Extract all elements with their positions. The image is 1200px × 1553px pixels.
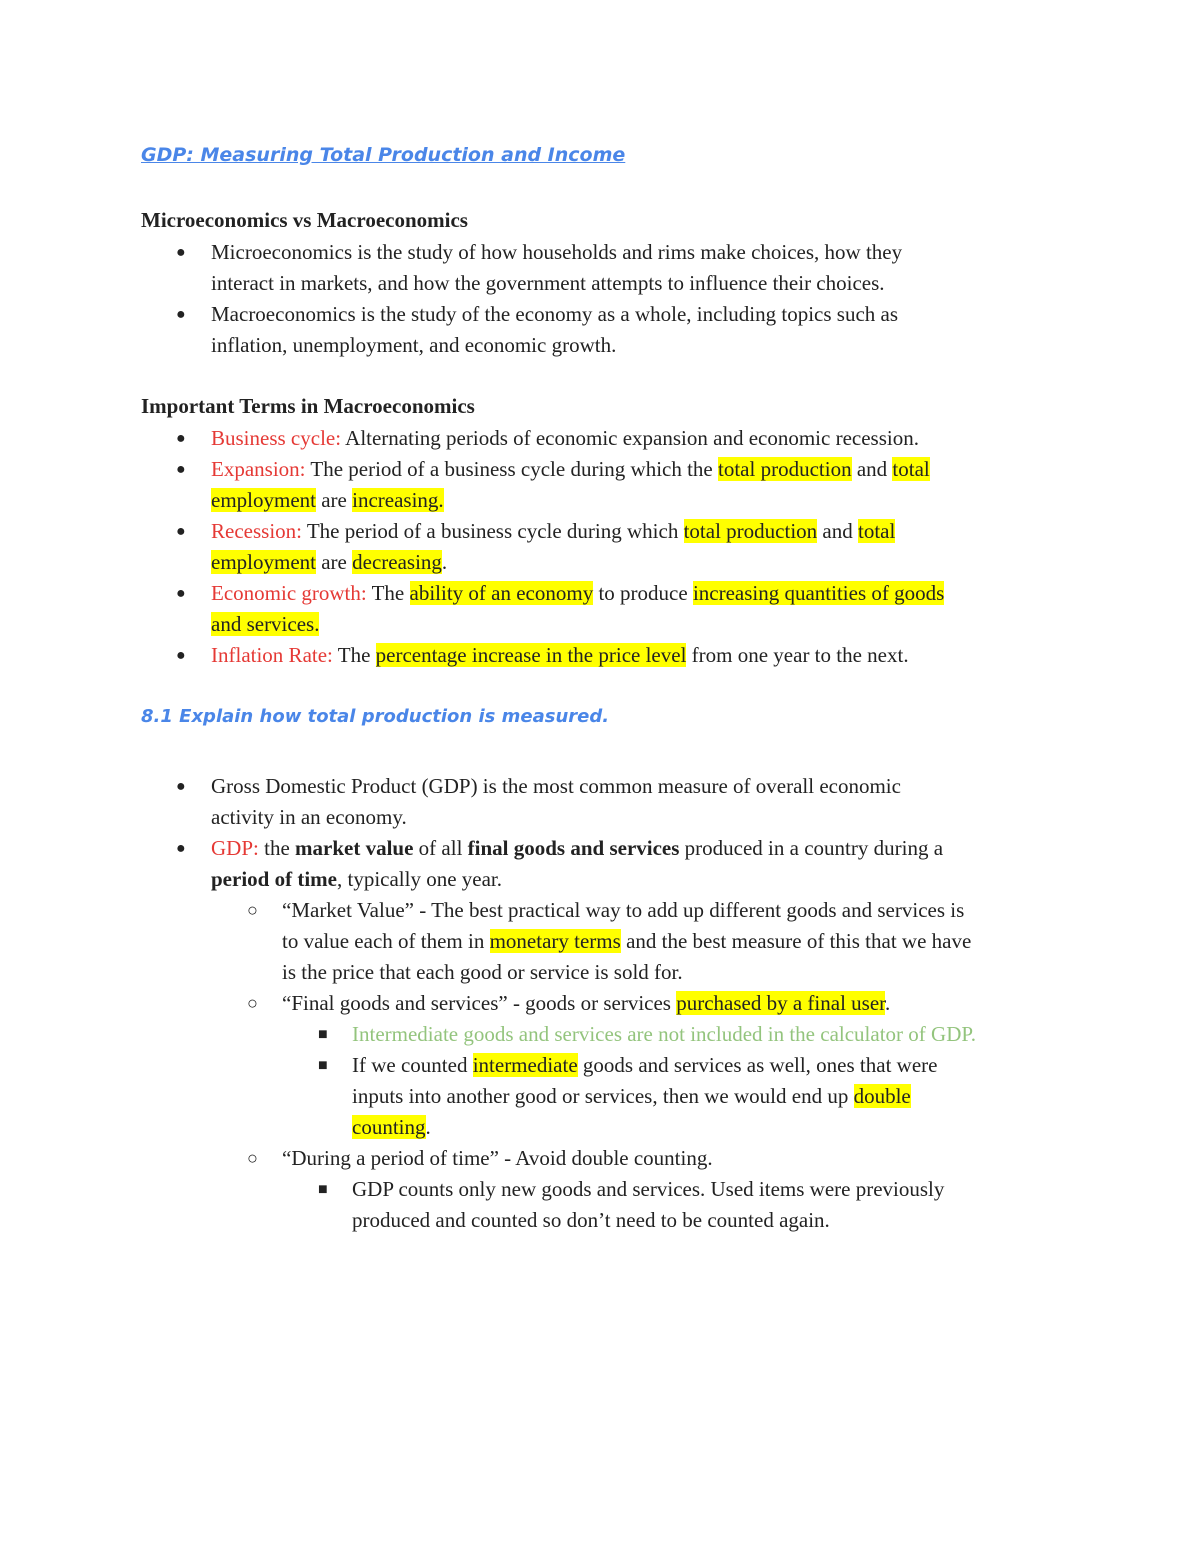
text-run: , typically one year.	[336, 867, 503, 891]
text-run: If we counted	[352, 1053, 473, 1077]
bold-text: market value	[295, 836, 414, 860]
term-recession-cont	[211, 547, 447, 578]
term-label: GDP:	[211, 836, 259, 860]
text-run: from one year to the next.	[686, 643, 909, 667]
square-bullet-icon: ■	[318, 1181, 328, 1198]
term-inflation-rate	[211, 640, 909, 671]
bold-text: final goods and services	[467, 836, 680, 860]
hollow-bullet-icon: ○	[247, 900, 258, 920]
list-item-line: activity in an economy.	[211, 805, 407, 829]
bullet-icon: ●	[176, 647, 186, 664]
highlight: total	[892, 457, 930, 481]
highlight: employment	[211, 488, 316, 512]
period-item: “During a period of time” - Avoid double counting.	[282, 1146, 713, 1170]
text-run: .	[441, 550, 448, 574]
list-item-line: interact in markets, and how the government attempts to influence their choices.	[211, 271, 885, 295]
document-title: GDP: Measuring Total Production and Income	[141, 144, 626, 166]
square-bullet-icon: ■	[318, 1057, 328, 1074]
hollow-bullet-icon: ○	[247, 1148, 258, 1168]
list-item-line: Macroeconomics is the study of the economy as a whole, including topics such as	[211, 302, 899, 326]
final-goods-item	[282, 988, 890, 1019]
highlight: total	[857, 519, 896, 543]
term-label: Recession:	[211, 519, 302, 543]
intermediate-count-cont2	[352, 1112, 431, 1143]
text-run: The period of a business cycle during which	[301, 519, 684, 543]
list-item-line: inflation, unemployment, and economic growth.	[211, 333, 617, 357]
bullet-icon: ●	[176, 523, 186, 540]
term-label: Expansion:	[211, 457, 306, 481]
list-item-line: Microeconomics is the study of how households and rims make choices, how they	[211, 240, 903, 264]
list-item-line: produced and counted so don’t need to be counted again.	[352, 1208, 830, 1232]
list-item-line: GDP counts only new goods and services. Used items were previously	[352, 1177, 945, 1201]
term-label: Business cycle:	[211, 426, 342, 450]
highlight: increasing.	[352, 488, 444, 512]
highlight: increasing quantities of goods	[692, 581, 945, 605]
highlight: ability of an economy	[409, 581, 594, 605]
gdp-definition-cont	[211, 864, 502, 895]
section-heading-important-terms: Important Terms in Macroeconomics	[141, 394, 475, 418]
highlight: and services.	[211, 612, 320, 636]
text-run: The period of a business cycle during which the	[305, 457, 719, 481]
term-expansion-cont	[211, 485, 444, 516]
text-run: the	[258, 836, 296, 860]
bold-text: period of time	[211, 867, 337, 891]
term-recession	[211, 516, 895, 547]
term-economic-growth	[211, 578, 944, 609]
bullet-icon: ●	[176, 840, 186, 857]
term-label: Inflation Rate:	[211, 643, 333, 667]
text-run: are	[315, 550, 353, 574]
text-run: and the best measure of this that we have	[620, 929, 972, 953]
hollow-bullet-icon: ○	[247, 993, 258, 1013]
list-item-line: “Market Value” - The best practical way to add up different goods and services is	[282, 898, 965, 922]
text-run: The	[366, 581, 410, 605]
text-run: goods and services as well, ones that were	[577, 1053, 938, 1077]
highlight: double	[853, 1084, 911, 1108]
text-run: to produce	[593, 581, 693, 605]
text-run: .	[885, 991, 891, 1015]
bullet-icon: ●	[176, 306, 186, 323]
highlight: total production	[718, 457, 852, 481]
term-label: Economic growth:	[211, 581, 367, 605]
bullet-icon: ●	[176, 778, 186, 795]
text-run: and	[817, 519, 858, 543]
intermediate-count-cont	[352, 1081, 911, 1112]
highlight: employment	[211, 550, 316, 574]
highlight: purchased by a final user	[676, 991, 885, 1015]
bullet-icon: ●	[176, 461, 186, 478]
term-economic-growth-cont	[211, 609, 319, 640]
term-business-cycle	[211, 423, 919, 454]
text-run: produced in a country during a	[679, 836, 944, 860]
highlight: intermediate	[472, 1053, 578, 1077]
intermediate-count	[352, 1050, 937, 1081]
section-heading-8-1: 8.1 Explain how total production is measured.	[141, 706, 610, 727]
market-value-cont	[282, 926, 971, 957]
section-heading-micro-macro: Microeconomics vs Macroeconomics	[141, 208, 468, 232]
term-expansion	[211, 454, 930, 485]
text-run: inputs into another good or services, then we would end up	[352, 1084, 854, 1108]
text-run: to value each of them in	[282, 929, 490, 953]
text-run: “Final goods and services” - goods or services	[282, 991, 677, 1015]
bullet-icon: ●	[176, 244, 186, 261]
text-run: are	[315, 488, 353, 512]
bullet-icon: ●	[176, 585, 186, 602]
term-definition: Alternating periods of economic expansion and economic recession.	[341, 426, 919, 450]
bullet-icon: ●	[176, 430, 186, 447]
highlight: percentage increase in the price level	[375, 643, 687, 667]
text-run: of all	[413, 836, 468, 860]
intermediate-note: Intermediate goods and services are not included in the calculator of GDP.	[352, 1022, 976, 1046]
text-run: The	[332, 643, 376, 667]
highlight: decreasing	[352, 550, 442, 574]
text-run: and	[851, 457, 893, 481]
square-bullet-icon: ■	[318, 1026, 328, 1043]
text-run: .	[425, 1115, 431, 1139]
list-item-line: Gross Domestic Product (GDP) is the most common measure of overall economic	[211, 774, 901, 798]
highlight: monetary terms	[489, 929, 621, 953]
gdp-definition	[211, 833, 943, 864]
highlight: total production	[683, 519, 818, 543]
highlight: counting	[352, 1115, 426, 1139]
list-item-line: is the price that each good or service is sold for.	[282, 960, 683, 984]
